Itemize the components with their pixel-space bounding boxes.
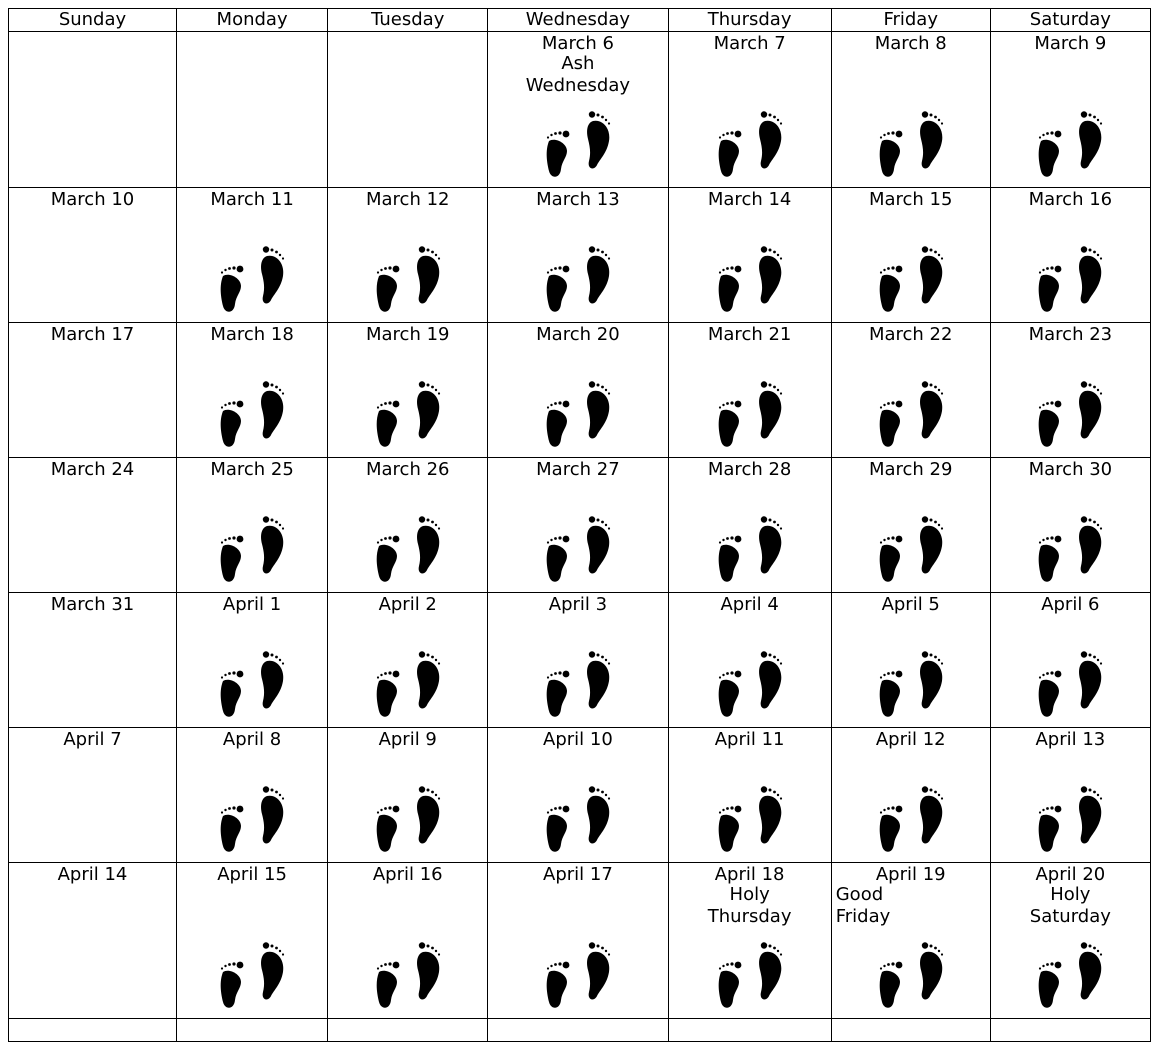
calendar-week-row xyxy=(9,728,1151,863)
day-date-label: April 3 xyxy=(548,594,608,615)
bare-footprints-icon xyxy=(217,786,287,854)
day-date-label: March 10 xyxy=(50,189,135,210)
day-date-label: March 12 xyxy=(365,189,450,210)
bare-footprints-icon xyxy=(1035,651,1105,719)
day-date-label: April 6 xyxy=(1041,594,1100,615)
bare-footprints-icon xyxy=(876,516,946,584)
calendar-day-cell xyxy=(831,728,990,863)
calendar-day-cell xyxy=(9,1019,177,1042)
day-date-label: April 17 xyxy=(543,864,613,885)
day-date-label: March 18 xyxy=(210,324,294,345)
day-date-label: March 15 xyxy=(868,189,953,210)
calendar-day-cell xyxy=(176,593,327,728)
calendar-day-cell xyxy=(990,863,1150,1019)
day-date-label: March 28 xyxy=(707,459,792,480)
day-date-label: March 8 xyxy=(874,33,947,54)
calendar-day-cell xyxy=(9,323,177,458)
day-date-label: March 21 xyxy=(707,324,792,345)
bare-footprints-icon xyxy=(543,516,613,584)
calendar-day-cell xyxy=(176,863,327,1019)
calendar-week-row xyxy=(9,863,1151,1019)
calendar-day-cell xyxy=(831,188,990,323)
calendar-day-cell xyxy=(831,863,990,1019)
calendar-day-cell xyxy=(328,1019,488,1042)
bare-footprints-icon xyxy=(715,111,785,179)
bare-footprints-icon xyxy=(373,246,443,314)
calendar-day-cell xyxy=(328,728,488,863)
day-date-label: April 2 xyxy=(378,594,437,615)
calendar-day-cell xyxy=(488,593,668,728)
calendar-day-cell xyxy=(488,863,668,1019)
day-date-label: April 7 xyxy=(63,729,122,750)
calendar-week-row xyxy=(9,323,1151,458)
liturgical-day-label: Holy Saturday xyxy=(1029,884,1111,927)
bare-footprints-icon xyxy=(876,651,946,719)
day-date-label: April 13 xyxy=(1035,729,1106,750)
day-date-label: April 8 xyxy=(222,729,282,750)
day-date-label: March 16 xyxy=(1028,189,1113,210)
day-date-label: March 11 xyxy=(210,189,294,210)
day-date-label: March 17 xyxy=(50,324,135,345)
day-date-label: March 13 xyxy=(536,189,620,210)
calendar-day-cell xyxy=(328,323,488,458)
day-date-label: April 14 xyxy=(57,864,128,885)
calendar-day-cell xyxy=(488,458,668,593)
day-date-label: April 11 xyxy=(714,729,785,750)
day-date-label: March 25 xyxy=(210,459,294,480)
bare-footprints-icon xyxy=(217,942,287,1010)
calendar-day-cell xyxy=(9,593,177,728)
calendar-day-cell xyxy=(328,188,488,323)
bare-footprints-icon xyxy=(373,381,443,449)
calendar-day-cell xyxy=(9,188,177,323)
calendar-day-cell xyxy=(176,728,327,863)
calendar-day-cell xyxy=(990,32,1150,188)
calendar-day-cell xyxy=(668,32,831,188)
calendar-day-cell xyxy=(990,458,1150,593)
bare-footprints-icon xyxy=(1035,942,1105,1010)
bare-footprints-icon xyxy=(876,381,946,449)
weekday-header-row xyxy=(9,9,1151,32)
lent-calendar-table xyxy=(8,8,1151,1042)
weekday-header-friday: Friday xyxy=(831,9,990,32)
calendar-day-cell xyxy=(990,728,1150,863)
day-date-label: March 20 xyxy=(536,324,620,345)
calendar-day-cell xyxy=(9,458,177,593)
calendar-body xyxy=(9,32,1151,1042)
calendar-day-cell xyxy=(9,32,177,188)
calendar-day-cell xyxy=(488,188,668,323)
day-date-label: March 27 xyxy=(536,459,620,480)
weekday-header-tuesday: Tuesday xyxy=(328,9,488,32)
bare-footprints-icon xyxy=(1035,516,1105,584)
bare-footprints-icon xyxy=(876,942,946,1010)
calendar-day-cell xyxy=(328,458,488,593)
day-date-label: March 23 xyxy=(1028,324,1113,345)
bare-footprints-icon xyxy=(217,516,287,584)
bare-footprints-icon xyxy=(715,942,785,1010)
liturgical-day-label: Good Friday xyxy=(835,884,891,927)
day-date-label: March 6 xyxy=(541,33,614,54)
calendar-day-cell xyxy=(488,728,668,863)
calendar-day-cell xyxy=(176,188,327,323)
calendar-day-cell xyxy=(176,32,327,188)
bare-footprints-icon xyxy=(543,786,613,854)
day-date-label: March 22 xyxy=(868,324,953,345)
day-date-label: March 30 xyxy=(1028,459,1113,480)
calendar-day-cell xyxy=(668,458,831,593)
calendar-day-cell xyxy=(668,1019,831,1042)
bare-footprints-icon xyxy=(373,786,443,854)
calendar-day-cell xyxy=(831,1019,990,1042)
calendar-day-cell xyxy=(831,593,990,728)
calendar-day-cell xyxy=(328,32,488,188)
calendar-day-cell xyxy=(9,728,177,863)
calendar-day-cell xyxy=(831,32,990,188)
day-date-label: March 19 xyxy=(365,324,450,345)
day-date-label: April 15 xyxy=(217,864,287,885)
day-date-label: March 29 xyxy=(868,459,953,480)
bare-footprints-icon xyxy=(715,516,785,584)
calendar-day-cell xyxy=(488,32,668,188)
calendar-day-cell xyxy=(328,863,488,1019)
bare-footprints-icon xyxy=(876,246,946,314)
liturgical-day-label: Holy Thursday xyxy=(707,884,792,927)
calendar-day-cell xyxy=(668,593,831,728)
calendar-day-cell xyxy=(668,728,831,863)
bare-footprints-icon xyxy=(373,651,443,719)
bare-footprints-icon xyxy=(543,651,613,719)
bare-footprints-icon xyxy=(715,246,785,314)
weekday-header-saturday: Saturday xyxy=(990,9,1150,32)
day-date-label: April 9 xyxy=(378,729,437,750)
day-date-label: April 5 xyxy=(881,594,940,615)
bare-footprints-icon xyxy=(1035,786,1105,854)
day-date-label: April 1 xyxy=(222,594,282,615)
calendar-day-cell xyxy=(488,323,668,458)
calendar-week-row xyxy=(9,1019,1151,1042)
bare-footprints-icon xyxy=(715,651,785,719)
day-date-label: April 4 xyxy=(720,594,779,615)
calendar-day-cell xyxy=(9,863,177,1019)
weekday-header-monday: Monday xyxy=(176,9,327,32)
bare-footprints-icon xyxy=(1035,381,1105,449)
weekday-header-sunday: Sunday xyxy=(9,9,177,32)
bare-footprints-icon xyxy=(543,246,613,314)
bare-footprints-icon xyxy=(876,111,946,179)
bare-footprints-icon xyxy=(1035,111,1105,179)
calendar-day-cell xyxy=(990,188,1150,323)
day-date-label: April 19 xyxy=(875,864,946,885)
bare-footprints-icon xyxy=(543,942,613,1010)
bare-footprints-icon xyxy=(373,942,443,1010)
calendar-day-cell xyxy=(668,323,831,458)
calendar-day-cell xyxy=(831,458,990,593)
calendar-day-cell xyxy=(668,188,831,323)
weekday-header-wednesday: Wednesday xyxy=(488,9,668,32)
bare-footprints-icon xyxy=(876,786,946,854)
calendar-day-cell xyxy=(668,863,831,1019)
bare-footprints-icon xyxy=(543,381,613,449)
calendar-day-cell xyxy=(176,1019,327,1042)
day-date-label: March 9 xyxy=(1034,33,1107,54)
bare-footprints-icon xyxy=(217,651,287,719)
day-date-label: April 10 xyxy=(543,729,613,750)
calendar-day-cell xyxy=(990,323,1150,458)
day-date-label: March 24 xyxy=(50,459,135,480)
bare-footprints-icon xyxy=(543,111,613,179)
calendar-day-cell xyxy=(328,593,488,728)
calendar-day-cell xyxy=(831,323,990,458)
day-date-label: March 7 xyxy=(713,33,786,54)
bare-footprints-icon xyxy=(217,381,287,449)
calendar-day-cell xyxy=(488,1019,668,1042)
liturgical-day-label: Ash Wednesday xyxy=(525,53,631,96)
bare-footprints-icon xyxy=(373,516,443,584)
calendar-day-cell xyxy=(176,458,327,593)
calendar-week-row xyxy=(9,593,1151,728)
day-date-label: March 26 xyxy=(365,459,450,480)
day-date-label: March 14 xyxy=(707,189,792,210)
bare-footprints-icon xyxy=(217,246,287,314)
bare-footprints-icon xyxy=(715,381,785,449)
bare-footprints-icon xyxy=(1035,246,1105,314)
day-date-label: April 16 xyxy=(372,864,443,885)
day-date-label: March 31 xyxy=(50,594,135,615)
calendar-day-cell xyxy=(990,593,1150,728)
weekday-header-thursday: Thursday xyxy=(668,9,831,32)
calendar-day-cell xyxy=(990,1019,1150,1042)
calendar-week-row xyxy=(9,458,1151,593)
calendar-week-row xyxy=(9,188,1151,323)
bare-footprints-icon xyxy=(715,786,785,854)
day-date-label: April 20 xyxy=(1035,864,1106,885)
calendar-week-row xyxy=(9,32,1151,188)
calendar-day-cell xyxy=(176,323,327,458)
day-date-label: April 12 xyxy=(875,729,946,750)
day-date-label: April 18 xyxy=(714,864,785,885)
